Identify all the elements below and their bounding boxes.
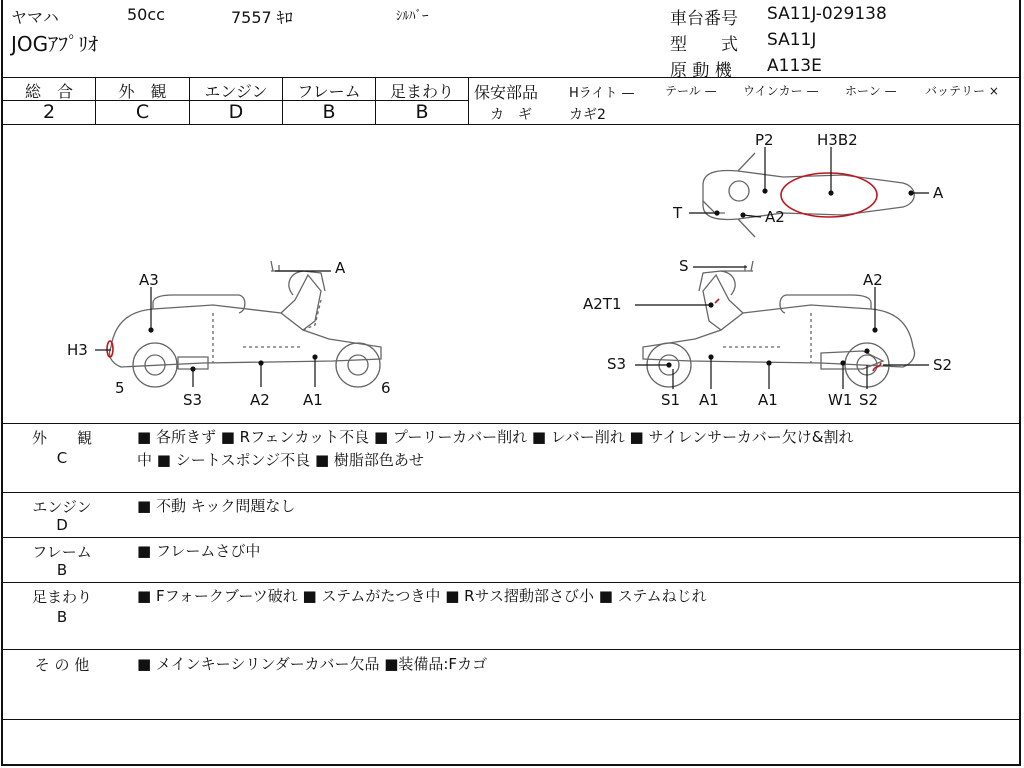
grade-label-suspension: 足まわり xyxy=(389,82,454,101)
frame-no: SA11J-029138 xyxy=(767,4,887,24)
damage-mark-lever xyxy=(715,299,719,303)
key-value: カギ2 xyxy=(569,107,606,123)
section-exterior-text-1: ■ 各所きず ■ Rフェンカット不良 ■ プーリーカバー削れ ■ レバー削れ ■ サイレンサーカバー欠け&割れ xyxy=(137,428,854,446)
divider xyxy=(3,423,1021,424)
label-right-W1: W1 xyxy=(828,391,853,409)
safety-horn: ホーン — xyxy=(845,84,897,98)
grade-label-engine: エンジン xyxy=(204,82,268,101)
label-right-A2T1: A2T1 xyxy=(583,295,622,313)
label-left-6: 6 xyxy=(381,379,391,397)
label-left-A1: A1 xyxy=(303,391,323,409)
label-top-A2: A2 xyxy=(765,208,785,226)
safety-winker: ウインカー — xyxy=(743,84,819,98)
inspection-sheet xyxy=(1,0,1021,766)
label-left-A: A xyxy=(335,259,346,277)
color: ｼﾙﾊﾞｰ xyxy=(396,9,429,24)
divider xyxy=(3,77,1021,78)
maker: ヤマハ xyxy=(11,8,59,27)
key-label: カ ギ xyxy=(490,107,532,123)
grade-value-engine: D xyxy=(228,101,244,123)
section-frame-title: フレーム xyxy=(32,543,92,561)
label-right-S: S xyxy=(679,257,689,275)
label-right-A1-front: A1 xyxy=(699,391,719,409)
section-frame-text: ■ フレームさび中 xyxy=(137,542,261,560)
section-engine-text: ■ 不動 キック問題なし xyxy=(137,497,296,515)
section-exterior-grade: C xyxy=(56,449,68,467)
safety-headlight: Hライト — xyxy=(569,86,635,101)
label-right-S1: S1 xyxy=(661,391,681,409)
label-top-H3B2: H3B2 xyxy=(817,131,858,149)
frame-no-label: 車台番号 xyxy=(670,9,738,29)
mileage: 7557 ｷﾛ xyxy=(231,8,293,27)
label-right-A1: A1 xyxy=(758,391,778,409)
grade-label-exterior: 外 観 xyxy=(118,82,167,101)
type-value: SA11J xyxy=(767,30,817,50)
section-exterior-title: 外 観 xyxy=(31,429,92,447)
divider xyxy=(468,77,469,124)
engine-label: 原 動 機 xyxy=(670,61,732,81)
section-suspension-title: 足まわり xyxy=(31,588,92,606)
label-right-S3: S3 xyxy=(607,355,627,373)
damage-mark-seat xyxy=(781,173,877,217)
divider xyxy=(3,582,1021,583)
label-left-H3: H3 xyxy=(67,341,88,359)
model-name: JOGｱﾌﾟﾘｵ xyxy=(11,32,99,56)
divider xyxy=(3,537,1021,538)
grade-label-total: 総 合 xyxy=(24,82,73,101)
label-left-A3: A3 xyxy=(139,271,159,289)
divider xyxy=(3,719,1021,720)
top-view-scooter xyxy=(703,153,914,237)
grade-label-frame: フレーム xyxy=(297,82,361,101)
section-exterior-text-2: 中 ■ シートスポンジ不良 ■ 樹脂部色あせ xyxy=(137,451,424,469)
label-left-S3: S3 xyxy=(183,391,203,409)
safety-tail: テール — xyxy=(665,84,717,98)
grade-value-suspension: B xyxy=(415,101,429,123)
section-engine-grade: D xyxy=(56,516,68,534)
type-label: 型 式 xyxy=(670,35,738,55)
grade-value-frame: B xyxy=(322,101,336,123)
label-right-A2: A2 xyxy=(863,271,883,289)
grade-value-exterior: C xyxy=(135,101,150,123)
displacement: 50cc xyxy=(127,5,165,24)
engine-value: A113E xyxy=(767,56,822,76)
grade-value-total: 2 xyxy=(42,101,56,123)
section-frame-grade: B xyxy=(56,561,68,579)
safety-battery: バッテリー × xyxy=(925,84,999,98)
damage-diagram xyxy=(3,125,1021,423)
section-suspension-text: ■ Fフォークブーツ破れ ■ ステムがたつき中 ■ Rサス摺動部さび小 ■ ステムねじれ xyxy=(137,587,707,605)
section-engine-title: エンジン xyxy=(32,498,92,516)
label-top-P2: P2 xyxy=(755,131,774,149)
label-left-5: 5 xyxy=(115,379,125,397)
divider xyxy=(3,492,1021,493)
label-top-T: T xyxy=(673,204,683,222)
label-right-S2: S2 xyxy=(933,356,953,374)
section-other-text: ■ メインキーシリンダーカバー欠品 ■装備品:Fカゴ xyxy=(137,655,488,673)
label-top-A: A xyxy=(933,184,944,202)
divider xyxy=(3,649,1021,650)
section-other-title: そ の 他 xyxy=(34,656,90,674)
label-left-A2: A2 xyxy=(250,391,270,409)
section-suspension-grade: B xyxy=(56,608,68,626)
safety-label: 保安部品 xyxy=(474,83,539,102)
label-right-S2-bottom: S2 xyxy=(859,391,879,409)
